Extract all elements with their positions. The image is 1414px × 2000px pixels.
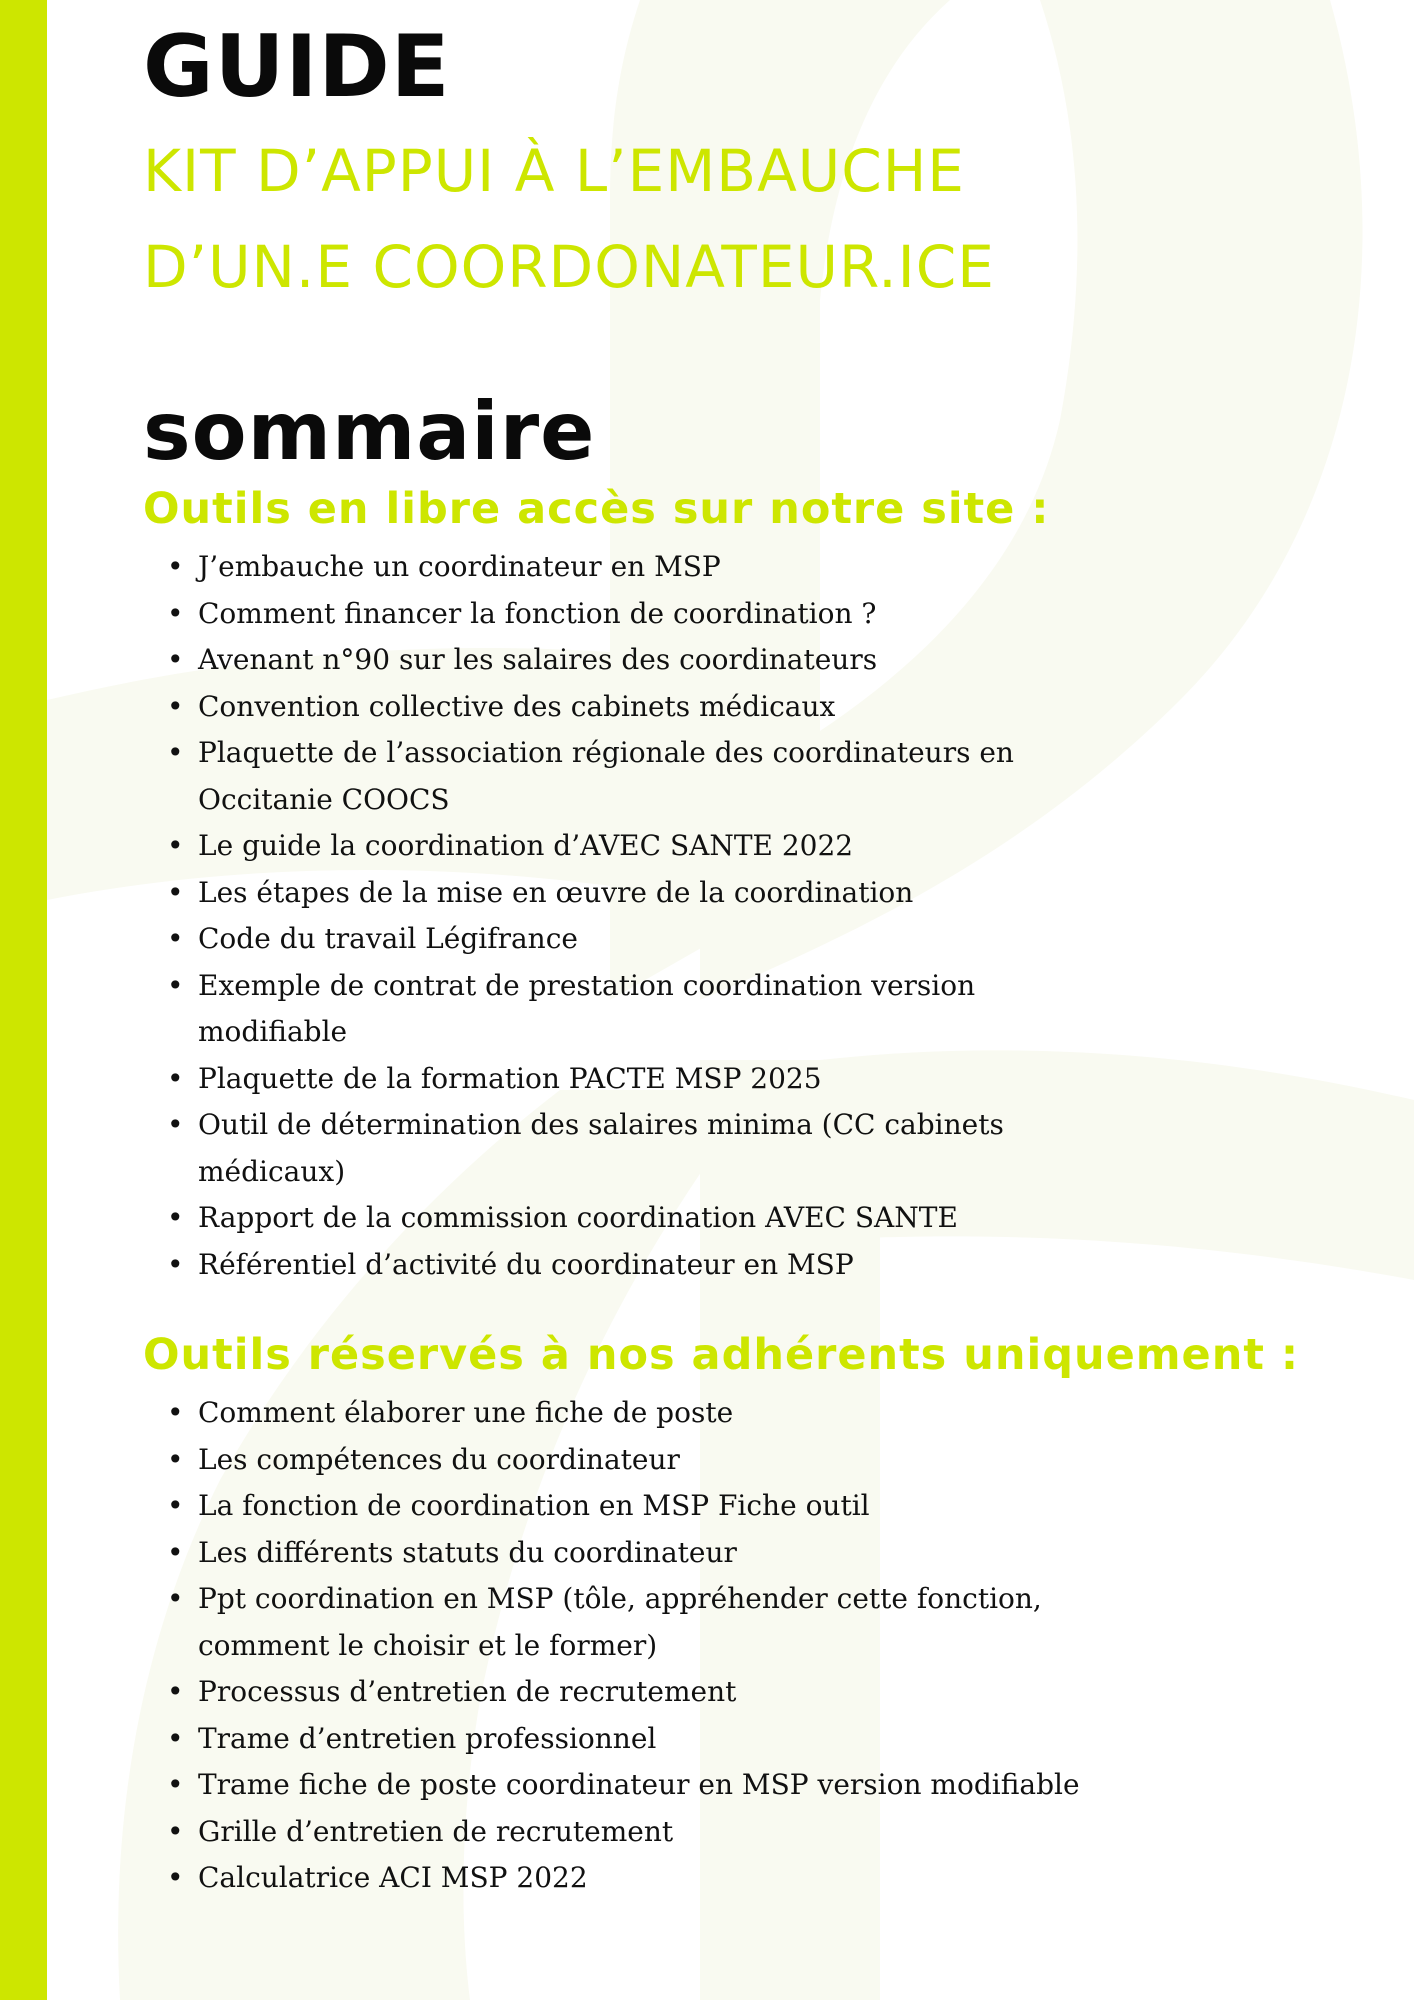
- list-item-label: Trame d’entretien professionnel: [198, 1721, 657, 1755]
- list-item[interactable]: [143, 870, 1143, 917]
- list-item[interactable]: [143, 1762, 1143, 1809]
- list-item-label: Les compétences du coordinateur: [198, 1442, 680, 1476]
- list-item[interactable]: [143, 730, 1028, 823]
- bullet-icon: •: [167, 1721, 184, 1755]
- bullet-icon: •: [167, 1442, 184, 1476]
- list-item-label: Référentiel d’activité du coordinateur en MSP: [198, 1247, 854, 1281]
- bullet-icon: •: [167, 736, 184, 769]
- list-item-label: Trame fiche de poste coordinateur en MSP version modifiable: [198, 1768, 1080, 1801]
- list-item[interactable]: [143, 823, 1143, 870]
- guide-title: GUIDE: [143, 17, 451, 117]
- list-item[interactable]: [143, 1056, 1143, 1103]
- list-item-label: Les différents statuts du coordinateur: [198, 1535, 737, 1569]
- member-tools-list: [143, 1390, 1143, 1902]
- list-item-label: Convention collective des cabinets médicaux: [198, 689, 836, 723]
- list-item-label: Outil de détermination des salaires minima (CC cabinets médicaux): [198, 1108, 1004, 1188]
- list-item[interactable]: [143, 1195, 1143, 1242]
- list-item-label: Grille d’entretien de recrutement: [198, 1814, 674, 1848]
- list-item[interactable]: [143, 1576, 1068, 1669]
- bullet-icon: •: [167, 1201, 184, 1234]
- list-item-label: Ppt coordination en MSP (tôle, appréhender cette fonction, comment le choisir et le former): [198, 1582, 1042, 1662]
- list-item-label: Plaquette de l’association régionale des coordinateurs en Occitanie COOCS: [198, 736, 1014, 816]
- bullet-icon: •: [167, 1247, 184, 1281]
- list-item[interactable]: [143, 1242, 1143, 1289]
- free-tools-list: [143, 544, 1143, 1288]
- list-item[interactable]: [143, 1669, 1143, 1716]
- list-item-label: Calculatrice ACI MSP 2022: [198, 1861, 588, 1894]
- list-item-label: Comment élaborer une fiche de poste: [198, 1396, 734, 1429]
- list-item[interactable]: [143, 1483, 1143, 1530]
- list-item[interactable]: [143, 1530, 1143, 1577]
- bullet-icon: •: [167, 1582, 184, 1615]
- section-heading-member-tools: Outils réservés à nos adhérents uniquement :: [143, 1330, 1300, 1380]
- bullet-icon: •: [167, 643, 184, 676]
- list-item-label: Avenant n°90 sur les salaires des coordinateurs: [198, 643, 878, 676]
- bullet-icon: •: [167, 968, 184, 1002]
- summary-title: sommaire: [143, 385, 596, 478]
- bullet-icon: •: [167, 1861, 184, 1894]
- list-item[interactable]: [143, 1809, 1143, 1856]
- list-item[interactable]: [143, 1390, 1143, 1437]
- bullet-icon: •: [167, 1108, 184, 1141]
- list-item[interactable]: [143, 544, 1143, 591]
- subtitle-line-2: D’UN.E COORDONATEUR.ICE: [143, 233, 995, 301]
- accent-side-bar: [0, 0, 47, 2000]
- section-heading-free-tools: Outils en libre accès sur notre site :: [143, 484, 1050, 534]
- bullet-icon: •: [167, 1489, 184, 1522]
- bullet-icon: •: [167, 922, 184, 955]
- list-item[interactable]: [143, 1716, 1143, 1763]
- list-item-label: Code du travail Légifrance: [198, 922, 578, 955]
- list-item[interactable]: [143, 1102, 1028, 1195]
- list-item[interactable]: [143, 591, 1143, 638]
- bullet-icon: •: [167, 1814, 184, 1848]
- list-item-label: Processus d’entretien de recrutement: [198, 1675, 737, 1708]
- bullet-icon: •: [167, 829, 184, 862]
- list-item-label: Les étapes de la mise en œuvre de la coordination: [198, 875, 914, 909]
- list-item[interactable]: [143, 963, 998, 1056]
- list-item-label: Le guide la coordination d’AVEC SANTE 2022: [198, 829, 854, 862]
- list-item-label: J’embauche un coordinateur en MSP: [198, 550, 721, 583]
- bullet-icon: •: [167, 1675, 184, 1708]
- list-item-label: Exemple de contrat de prestation coordination version modifiable: [198, 968, 976, 1048]
- bullet-icon: •: [167, 1768, 184, 1801]
- list-item[interactable]: [143, 684, 1143, 731]
- list-item[interactable]: [143, 637, 1143, 684]
- bullet-icon: •: [167, 689, 184, 723]
- bullet-icon: •: [167, 550, 184, 583]
- list-item[interactable]: [143, 1855, 1143, 1902]
- list-item[interactable]: [143, 916, 1143, 963]
- list-item[interactable]: [143, 1437, 1143, 1484]
- list-item-label: La fonction de coordination en MSP Fiche outil: [198, 1489, 870, 1522]
- list-item-label: Comment financer la fonction de coordination ?: [198, 596, 877, 630]
- list-item-label: Plaquette de la formation PACTE MSP 2025: [198, 1061, 822, 1095]
- subtitle-line-1: KIT D’APPUI À L’EMBAUCHE: [143, 137, 965, 205]
- bullet-icon: •: [167, 1535, 184, 1569]
- bullet-icon: •: [167, 1061, 184, 1095]
- bullet-icon: •: [167, 875, 184, 909]
- bullet-icon: •: [167, 596, 184, 630]
- list-item-label: Rapport de la commission coordination AVEC SANTE: [198, 1201, 958, 1234]
- bullet-icon: •: [167, 1396, 184, 1429]
